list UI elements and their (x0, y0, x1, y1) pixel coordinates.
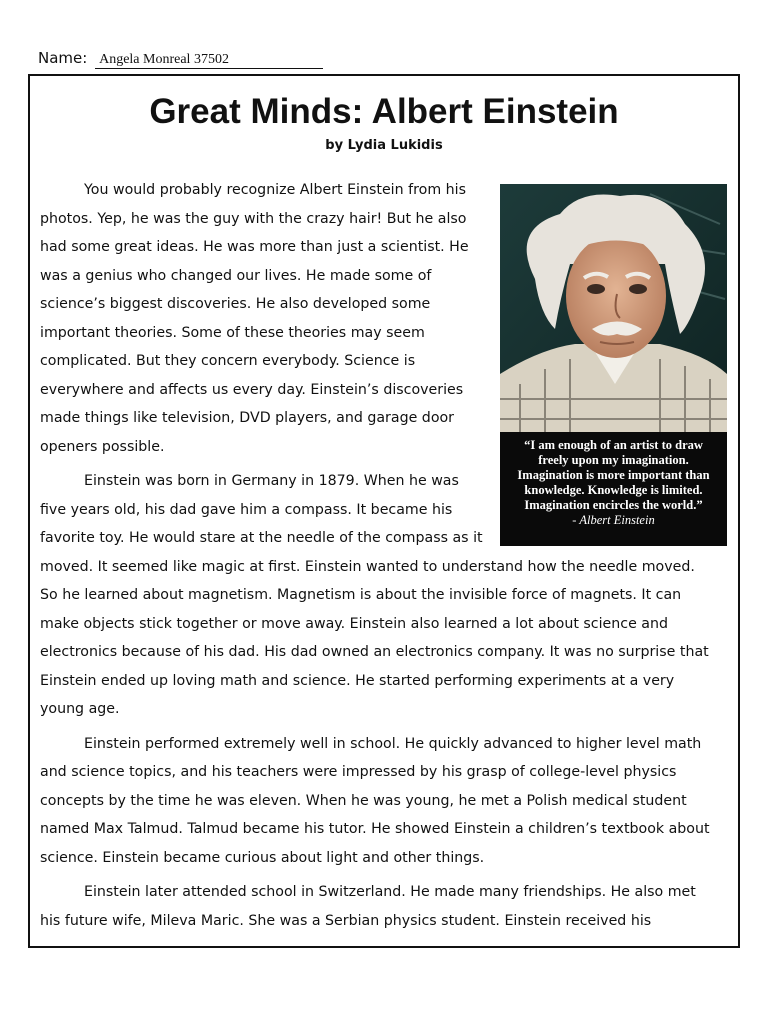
article-byline: by Lydia Lukidis (325, 138, 443, 153)
name-label: Name: (38, 49, 88, 67)
photo-wrap-spacer (491, 176, 715, 551)
paragraph-2: Einstein was born in Germany in 1879. When he was five years old, his dad gave him a compass. It became his favorite toy. He would stare at the needle of the compass as it moved. It seemed like magic at first. Einstein wanted to understand how the needle moved. So he learned about magnetism. Magnetism is about the invisible force of magnets. It can make objects stick together or move away. Einstein also learned a lot about science and electronics because of his dad. His dad owned an electronics company. It was no surprise that Einstein ended up loving math and science. He started performing experiments at a very young age. (40, 473, 709, 717)
quote-line: Imagination is more important than (517, 468, 710, 482)
article-title: Great Minds: Albert Einstein (149, 92, 619, 131)
paragraph-1: You would probably recognize Albert Einstein from his photos. Yep, he was the guy with the crazy hair! But he also had some great ideas. He was more than just a scientist. He was a genius who changed our lives. He made some of science’s biggest discoveries. He also developed some important theories. Some of these theories may seem complicated. But they concern everybody. Science is everywhere and affects us every day. Einstein’s discoveries made things like television, DVD players, and garage door openers possible. (40, 182, 469, 455)
article-body (40, 176, 715, 941)
quote-line: Imagination encircles the world.” (524, 498, 703, 512)
quote-line: “I am enough of an artist to draw (524, 438, 703, 452)
worksheet-frame (28, 74, 740, 948)
name-value: Angela Monreal 37502 (95, 52, 323, 69)
name-line (38, 49, 323, 69)
paragraph-4: Einstein later attended school in Switzerland. He made many friendships. He also met his future wife, Mileva Maric. She was a Serbian physics student. Einstein received his (40, 884, 696, 929)
quote-line: freely upon my imagination. (538, 453, 689, 467)
quote-author: - Albert Einstein (572, 513, 655, 527)
paragraph-3: Einstein performed extremely well in school. He quickly advanced to higher level math and science topics, and his teachers were impressed by his grasp of college-level physics concepts by the time he was eleven. When he was young, he met a Polish medical student named Max Talmud. Talmud became his tutor. He showed Einstein a children’s textbook about science. Einstein became curious about light and other things. (40, 735, 710, 866)
quote-line: knowledge. Knowledge is limited. (524, 483, 703, 497)
